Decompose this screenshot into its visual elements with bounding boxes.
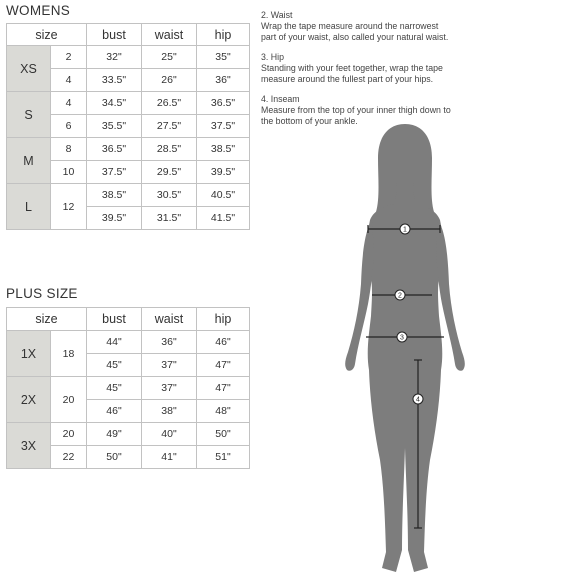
hip-value: 47" [197, 354, 250, 377]
bust-value: 33.5" [87, 69, 142, 92]
table-header-row [7, 24, 250, 46]
body-silhouette-figure [330, 120, 480, 575]
plus-size-table [6, 307, 250, 469]
bust-value: 39.5" [87, 207, 142, 230]
size-label: XS [7, 46, 51, 92]
size-number: 4 [51, 69, 87, 92]
header-waist: waist [142, 308, 197, 331]
header-bust: bust [87, 24, 142, 46]
instruction-line: Standing with your feet together, wrap the tape [261, 63, 443, 73]
instruction-line: part of your waist, also called your natural waist. [261, 32, 449, 42]
hip-value: 46" [197, 331, 250, 354]
measuring-instructions [261, 10, 561, 136]
instruction-hip [261, 52, 561, 85]
table-row [7, 377, 250, 400]
bust-value: 45" [87, 354, 142, 377]
instruction-line: the bottom of your ankle. [261, 116, 358, 126]
waist-value: 38" [142, 400, 197, 423]
bust-value: 34.5" [87, 92, 142, 115]
hip-value: 41.5" [197, 207, 250, 230]
bust-value: 50" [87, 446, 142, 469]
size-number: 22 [51, 446, 87, 469]
table-row [7, 92, 250, 115]
waist-value: 26.5" [142, 92, 197, 115]
hip-value: 47" [197, 377, 250, 400]
table-row [7, 138, 250, 161]
waist-value: 40" [142, 423, 197, 446]
table-header-row [7, 308, 250, 331]
instruction-title: 2. Waist [261, 10, 293, 20]
bust-value: 35.5" [87, 115, 142, 138]
waist-value: 29.5" [142, 161, 197, 184]
bust-value: 44" [87, 331, 142, 354]
header-bust: bust [87, 308, 142, 331]
table-row [7, 46, 250, 69]
size-number: 2 [51, 46, 87, 69]
header-waist: waist [142, 24, 197, 46]
hip-value: 51" [197, 446, 250, 469]
waist-value: 28.5" [142, 138, 197, 161]
size-label: M [7, 138, 51, 184]
table-row [7, 423, 250, 446]
size-label: 1X [7, 331, 51, 377]
instruction-waist [261, 10, 561, 43]
waist-value: 31.5" [142, 207, 197, 230]
header-size: size [7, 308, 87, 331]
header-hip: hip [197, 24, 250, 46]
header-size: size [7, 24, 87, 46]
hip-value: 40.5" [197, 184, 250, 207]
bust-value: 36.5" [87, 138, 142, 161]
marker-label-2: 2 [398, 292, 402, 300]
waist-value: 30.5" [142, 184, 197, 207]
bust-value: 38.5" [87, 184, 142, 207]
hip-value: 36" [197, 69, 250, 92]
size-number: 20 [51, 377, 87, 423]
header-hip: hip [197, 308, 250, 331]
hip-value: 38.5" [197, 138, 250, 161]
womens-title: WOMENS [6, 3, 71, 18]
waist-value: 26" [142, 69, 197, 92]
silhouette [345, 124, 465, 572]
size-label: 2X [7, 377, 51, 423]
instruction-title: 3. Hip [261, 52, 284, 62]
hip-value: 36.5" [197, 92, 250, 115]
marker-label-3: 3 [400, 334, 404, 342]
size-number: 8 [51, 138, 87, 161]
hip-value: 37.5" [197, 115, 250, 138]
waist-value: 37" [142, 377, 197, 400]
size-number: 10 [51, 161, 87, 184]
size-number: 20 [51, 423, 87, 446]
hip-value: 50" [197, 423, 250, 446]
instruction-line: Measure from the top of your inner thigh down to [261, 105, 451, 115]
hip-value: 48" [197, 400, 250, 423]
hip-value: 39.5" [197, 161, 250, 184]
waist-value: 25" [142, 46, 197, 69]
waist-value: 41" [142, 446, 197, 469]
size-label: S [7, 92, 51, 138]
waist-value: 27.5" [142, 115, 197, 138]
size-label: 3X [7, 423, 51, 469]
marker-label-1: 1 [403, 226, 407, 234]
size-label: L [7, 184, 51, 230]
hip-value: 35" [197, 46, 250, 69]
table-row [7, 184, 250, 207]
instruction-line: measure around the fullest part of your hips. [261, 74, 434, 84]
marker-label-4: 4 [416, 396, 420, 404]
size-number: 12 [51, 184, 87, 230]
bust-value: 45" [87, 377, 142, 400]
table-row [7, 331, 250, 354]
size-number: 6 [51, 115, 87, 138]
bust-value: 49" [87, 423, 142, 446]
size-number: 18 [51, 331, 87, 377]
size-number: 4 [51, 92, 87, 115]
waist-value: 37" [142, 354, 197, 377]
instruction-line: Wrap the tape measure around the narrowest [261, 21, 439, 31]
plus-size-title: PLUS SIZE [6, 286, 78, 301]
womens-size-table [6, 23, 250, 230]
bust-value: 46" [87, 400, 142, 423]
bust-value: 32" [87, 46, 142, 69]
instruction-title: 4. Inseam [261, 94, 300, 104]
bust-value: 37.5" [87, 161, 142, 184]
waist-value: 36" [142, 331, 197, 354]
